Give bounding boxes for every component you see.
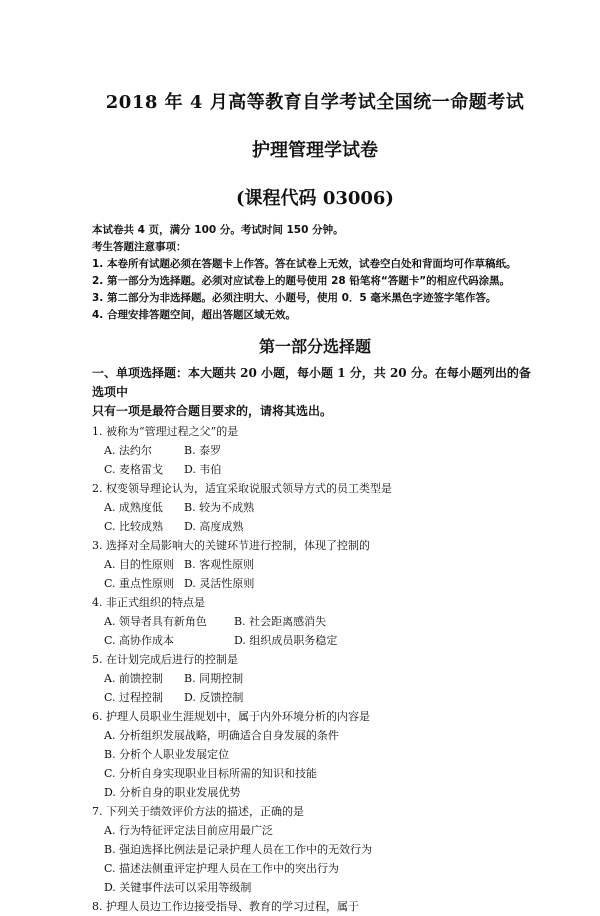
- option: C. 描述法侧重评定护理人员在工作中的突出行为: [104, 862, 340, 875]
- option: D. 高度成熟: [184, 520, 244, 533]
- option: D. 组织成员职务稳定: [234, 634, 338, 647]
- option: B. 泰罗: [184, 444, 222, 457]
- option-row: [92, 669, 538, 688]
- notice-intro: 本试卷共 4 页，满分 100 分。考试时间 150 分钟。: [92, 224, 344, 236]
- option: C. 过程控制: [104, 691, 164, 704]
- question: [92, 897, 538, 916]
- option: B. 同期控制: [184, 672, 244, 685]
- notice-item: 3. 第二部分为非选择题。必须注明大、小题号，使用 0．5 毫米黑色字迹签字笔作答。: [92, 292, 497, 304]
- option: D. 灵活性原则: [184, 577, 255, 590]
- question-stem: 8. 护理人员边工作边接受指导、教育的学习过程，属于: [92, 900, 359, 913]
- option: C. 重点性原则: [104, 577, 175, 590]
- option-row: [92, 498, 538, 517]
- option-row: [92, 631, 538, 650]
- option: B. 客观性原则: [184, 558, 255, 571]
- option: C. 分析自身实现职业目标所需的知识和技能: [104, 767, 318, 780]
- notice-item: 1. 本卷所有试题必须在答题卡上作答。答在试卷上无效，试卷空白处和背面均可作草稿纸。: [92, 258, 517, 270]
- option: B. 分析个人职业发展定位: [104, 748, 230, 761]
- question: [92, 536, 538, 593]
- question: [92, 650, 538, 707]
- option: A. 成熟度低: [104, 501, 163, 514]
- part-title: 第一部分选择题: [258, 337, 371, 356]
- option-row: [92, 460, 538, 479]
- option: B. 强迫选择比例法是记录护理人员在工作中的无效行为: [104, 843, 373, 856]
- question-stem: 7. 下列关于绩效评价方法的描述，正确的是: [92, 805, 304, 818]
- option: D. 反馈控制: [184, 691, 244, 704]
- notice-item: 2. 第一部分为选择题。必须对应试卷上的题号使用 28 铅笔将“答题卡”的相应代码涂黑。: [92, 275, 511, 287]
- question: [92, 422, 538, 479]
- option: A. 领导者具有新角色: [104, 615, 207, 628]
- section-line: 只有一项是最符合题目要求的，请将其选出。: [92, 404, 333, 418]
- question-stem: 6. 护理人员职业生涯规划中，属于内外环境分析的内容是: [92, 710, 370, 723]
- question: [92, 479, 538, 536]
- option: C. 比较成熟: [104, 520, 164, 533]
- section-line: 一、单项选择题：本大题共 20 小题，每小题 1 分，共 20 分。在每小题列出的备选项中: [92, 366, 531, 399]
- option: C. 高协作成本: [104, 634, 175, 647]
- option: B. 较为不成熟: [184, 501, 255, 514]
- option-row: [92, 555, 538, 574]
- exam-title: 2018 年 4 月高等教育自学考试全国统一命题考试: [105, 92, 525, 113]
- question-stem: 1. 被称为“管理过程之父”的是: [92, 425, 239, 438]
- notice-heading: 考生答题注意事项：: [92, 241, 187, 253]
- exam-notice: [92, 222, 538, 324]
- option: A. 前馈控制: [104, 672, 163, 685]
- option: A. 法约尔: [104, 444, 152, 457]
- question-stem: 2. 权变领导理论认为，适宜采取说服式领导方式的员工类型是: [92, 482, 392, 495]
- option: A. 目的性原则: [104, 558, 174, 571]
- notice-item: 4. 合理安排答题空间，超出答题区域无效。: [92, 309, 296, 321]
- section-instructions: [92, 364, 538, 421]
- question-stem: 4. 非正式组织的特点是: [92, 596, 205, 609]
- option: B. 社会距离感消失: [234, 615, 327, 628]
- option: A. 行为特征评定法目前应用最广泛: [104, 824, 273, 837]
- question: [92, 707, 538, 802]
- option: C. 麦格雷戈: [104, 463, 164, 476]
- option-row: [92, 574, 538, 593]
- option: A. 分析组织发展战略，明确适合自身发展的条件: [104, 729, 339, 742]
- question-stem: 5. 在计划完成后进行的控制是: [92, 653, 238, 666]
- option-row: [92, 612, 538, 631]
- question-list: [92, 422, 538, 916]
- option: D. 关键事件法可以采用等级制: [104, 881, 252, 894]
- option: D. 韦伯: [184, 463, 222, 476]
- course-code: (课程代码 03006): [236, 188, 394, 209]
- question: [92, 593, 538, 650]
- option-row: [92, 517, 538, 536]
- option: D. 分析自身的职业发展优势: [104, 786, 241, 799]
- subject-title: 护理管理学试卷: [252, 140, 378, 161]
- option-row: [92, 688, 538, 707]
- option-row: [92, 441, 538, 460]
- question-stem: 3. 选择对全局影响大的关键环节进行控制，体现了控制的: [92, 539, 370, 552]
